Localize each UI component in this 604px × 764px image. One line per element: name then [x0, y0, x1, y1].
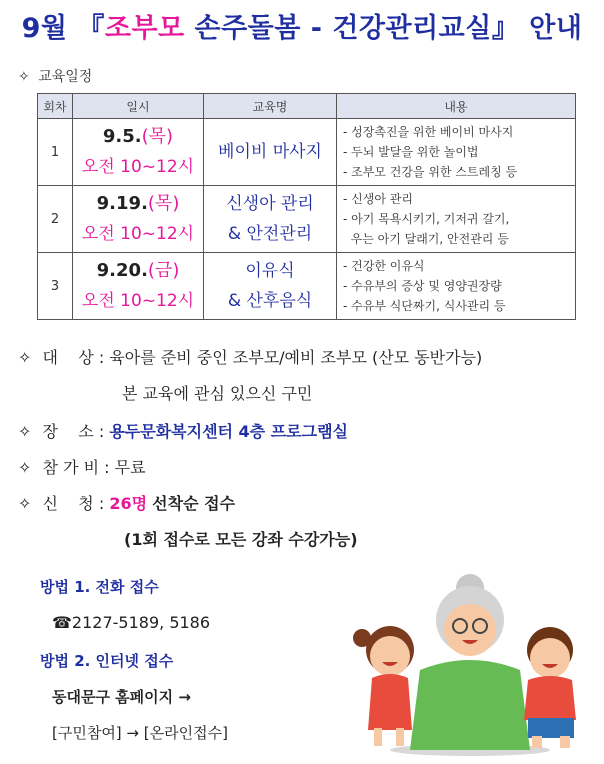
phone-number: ☎2127-5189, 5186	[52, 613, 211, 632]
boy-shirt	[524, 676, 576, 720]
boy-leg-left	[532, 736, 542, 748]
row-program	[204, 119, 337, 186]
girl-face	[370, 636, 410, 676]
date-text: 9.5.	[102, 126, 142, 147]
boy-pants	[528, 718, 574, 738]
day-text: (금)	[147, 260, 180, 281]
target-label: 대 상 :	[42, 348, 105, 367]
apply-count: 26명	[109, 494, 148, 513]
apply-label: 신 청 :	[42, 494, 105, 513]
row-num: 3	[38, 253, 73, 320]
info-target	[18, 345, 482, 368]
grandma-face	[444, 604, 496, 656]
target-text: 육아를 준비 중인 조부모/예비 조부모 (산모 동반가능)	[109, 348, 483, 367]
sparkle-icon: ✧	[18, 458, 32, 477]
apply-note: (1회 접수로 모든 강좌 수강가능)	[124, 530, 358, 549]
grandmother-children-illustration	[330, 570, 600, 760]
content-line: - 신생아 관리	[343, 192, 413, 206]
table-header-row	[38, 94, 576, 119]
method-1: 방법 1. 전화 접수	[40, 578, 159, 596]
title-highlight: 조부모	[104, 13, 185, 44]
content-line: - 성장촉진을 위한 베이비 마사지	[343, 125, 514, 139]
title-rest: 손주돌봄 - 건강관리교실』	[184, 13, 520, 44]
content-line: 우는 아기 달래기, 안전관리 등	[343, 232, 509, 246]
program-line: & 산후음식	[227, 291, 313, 311]
page-title	[0, 6, 604, 45]
program-line: 신생아 관리	[226, 194, 314, 214]
boy-leg-right	[560, 736, 570, 748]
row-date	[73, 119, 204, 186]
time-text: 오전 10~12시	[81, 291, 195, 311]
row-date	[73, 186, 204, 253]
title-month: 9월	[21, 13, 68, 44]
info-place	[18, 419, 348, 442]
row-date	[73, 253, 204, 320]
homepage-text: 동대문구 홈페이지 →	[52, 688, 191, 706]
place-text: 용두문화복지센터 4층 프로그램실	[109, 422, 348, 441]
row-program	[204, 186, 337, 253]
content-line: - 수유부 식단짜기, 식사관리 등	[343, 299, 506, 313]
sparkle-icon: ✧	[18, 348, 32, 367]
date-text: 9.19.	[96, 193, 148, 214]
table-row	[38, 253, 576, 320]
header-date: 일시	[73, 94, 204, 119]
content-line: - 두뇌 발달을 위한 놀이법	[343, 145, 479, 159]
row-contents	[337, 119, 576, 186]
girl-leg-right	[396, 728, 404, 746]
girl-dress	[368, 674, 412, 730]
method-2: 방법 2. 인터넷 접수	[40, 652, 174, 670]
header-program: 교육명	[204, 94, 337, 119]
title-bracket: 『	[77, 13, 105, 44]
girl-leg-left	[374, 728, 382, 746]
row-program	[204, 253, 337, 320]
table-row	[38, 119, 576, 186]
sparkle-icon: ✧	[18, 494, 32, 513]
grandma-body	[410, 660, 530, 750]
row-contents	[337, 186, 576, 253]
header-num: 회차	[38, 94, 73, 119]
schedule-table	[37, 93, 576, 320]
info-fee	[18, 455, 146, 478]
program-line: & 안전관리	[227, 224, 313, 244]
program-line: 이유식	[245, 261, 295, 281]
date-text: 9.20.	[96, 260, 148, 281]
info-apply	[18, 491, 235, 514]
place-label: 장 소 :	[42, 422, 105, 441]
row-num: 1	[38, 119, 73, 186]
time-text: 오전 10~12시	[81, 224, 195, 244]
content-line: - 건강한 이유식	[343, 259, 425, 273]
apply-text: 선착순 접수	[152, 494, 236, 513]
header-contents: 내용	[337, 94, 576, 119]
fee-label: 참 가 비 :	[42, 458, 110, 477]
fee-text: 무료	[114, 458, 146, 477]
sparkle-icon: ✧	[18, 422, 32, 441]
content-line: - 조부모 건강을 위한 스트레칭 등	[343, 165, 518, 179]
table-row	[38, 186, 576, 253]
row-contents	[337, 253, 576, 320]
day-text: (목)	[141, 126, 174, 147]
content-line: - 아기 목욕시키기, 기저귀 갈기,	[343, 212, 510, 226]
sparkle-icon: ✧	[18, 69, 30, 85]
time-text: 오전 10~12시	[81, 157, 195, 177]
boy-face	[530, 638, 570, 678]
program-line: 베이비 마사지	[218, 142, 322, 162]
schedule-label-text: 교육일정	[38, 69, 93, 85]
content-line: - 수유부의 증상 및 영양권장량	[343, 279, 502, 293]
girl-pigtail	[353, 629, 371, 647]
schedule-label	[18, 66, 92, 86]
row-num: 2	[38, 186, 73, 253]
title-suffix: 안내	[519, 13, 583, 44]
target-text-2: 본 교육에 관심 있으신 구민	[122, 384, 313, 403]
day-text: (목)	[147, 193, 180, 214]
path-text: [구민참여] → [온라인접수]	[52, 724, 228, 742]
info-target-2	[122, 381, 312, 404]
